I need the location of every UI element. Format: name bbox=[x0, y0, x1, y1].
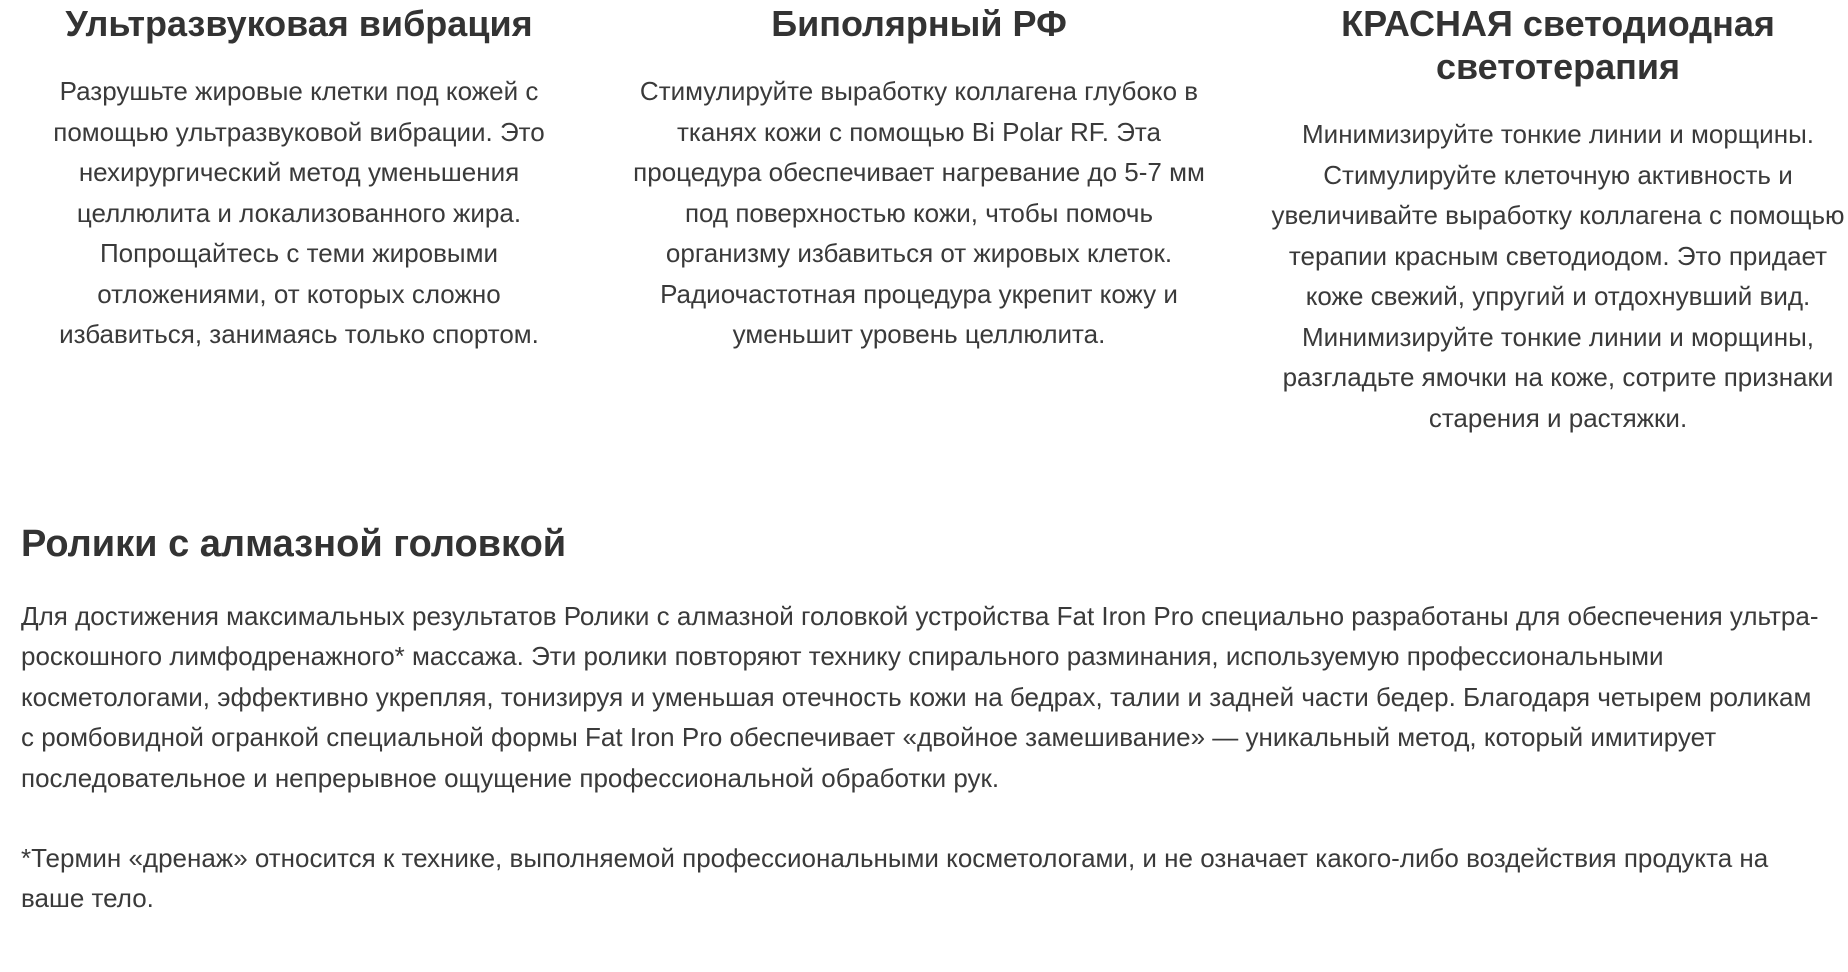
feature-bipolar-rf bbox=[590, 0, 1240, 438]
feature-description: Стимулируйте выработку коллагена глубоко в тканях кожи с помощью Bi Polar RF. Эта процедура обеспечивает нагревание до 5-7 мм под поверхностью кожи, чтобы помочь организму избавиться от жировых клеток. Радиочастотная процедура укрепит кожу и уменьшит уровень целлюлита. bbox=[633, 76, 1205, 349]
feature-title: Биполярный РФ bbox=[771, 3, 1067, 44]
section-footnote: *Термин «дренаж» относится к технике, выполняемой профессиональными косметологами, и не означает какого-либо воздействия продукта на ваше тело. bbox=[21, 843, 1769, 914]
features-row bbox=[0, 0, 1848, 438]
feature-ultrasonic-vibration bbox=[0, 0, 590, 438]
diamond-rollers-section bbox=[21, 520, 1831, 919]
section-body: Для достижения максимальных результатов Ролики с алмазной головкой устройства Fat Iron Pro специально разработаны для обеспечения ультра-роскошного лимфодренажного* массажа. Эти ролики повторяют технику спирального разминания, используемую профессиональными косметологами, эффективно укрепляя, тонизируя и уменьшая отечность кожи на бедрах, талии и задней части бедер. Благодаря четырем роликам с ромбовидной огранкой специальной формы Fat Iron Pro обеспечивает «двойное замешивание» — уникальный метод, который имитирует последовательное и непрерывное ощущение профессиональной обработки рук. bbox=[21, 601, 1819, 793]
feature-red-led-therapy bbox=[1240, 0, 1848, 438]
feature-title: Ультразвуковая вибрация bbox=[65, 3, 533, 44]
feature-description: Минимизируйте тонкие линии и морщины. Стимулируйте клеточную активность и увеличивайте выработку коллагена с помощью терапии красным светодиодом. Это придает коже свежий, упругий и отдохнувший вид. Минимизируйте тонкие линии и морщины, разгладьте ямочки на коже, сотрите признаки старения и растяжки. bbox=[1271, 119, 1845, 433]
section-title: Ролики с алмазной головкой bbox=[21, 523, 567, 565]
feature-description: Разрушьте жировые клетки под кожей с помощью ультразвуковой вибрации. Это нехирургический метод уменьшения целлюлита и локализованного жира. Попрощайтесь с теми жировыми отложениями, от которых сложно избавиться, занимаясь только спортом. bbox=[53, 76, 545, 349]
feature-title: КРАСНАЯ светодиодная светотерапия bbox=[1341, 3, 1775, 87]
